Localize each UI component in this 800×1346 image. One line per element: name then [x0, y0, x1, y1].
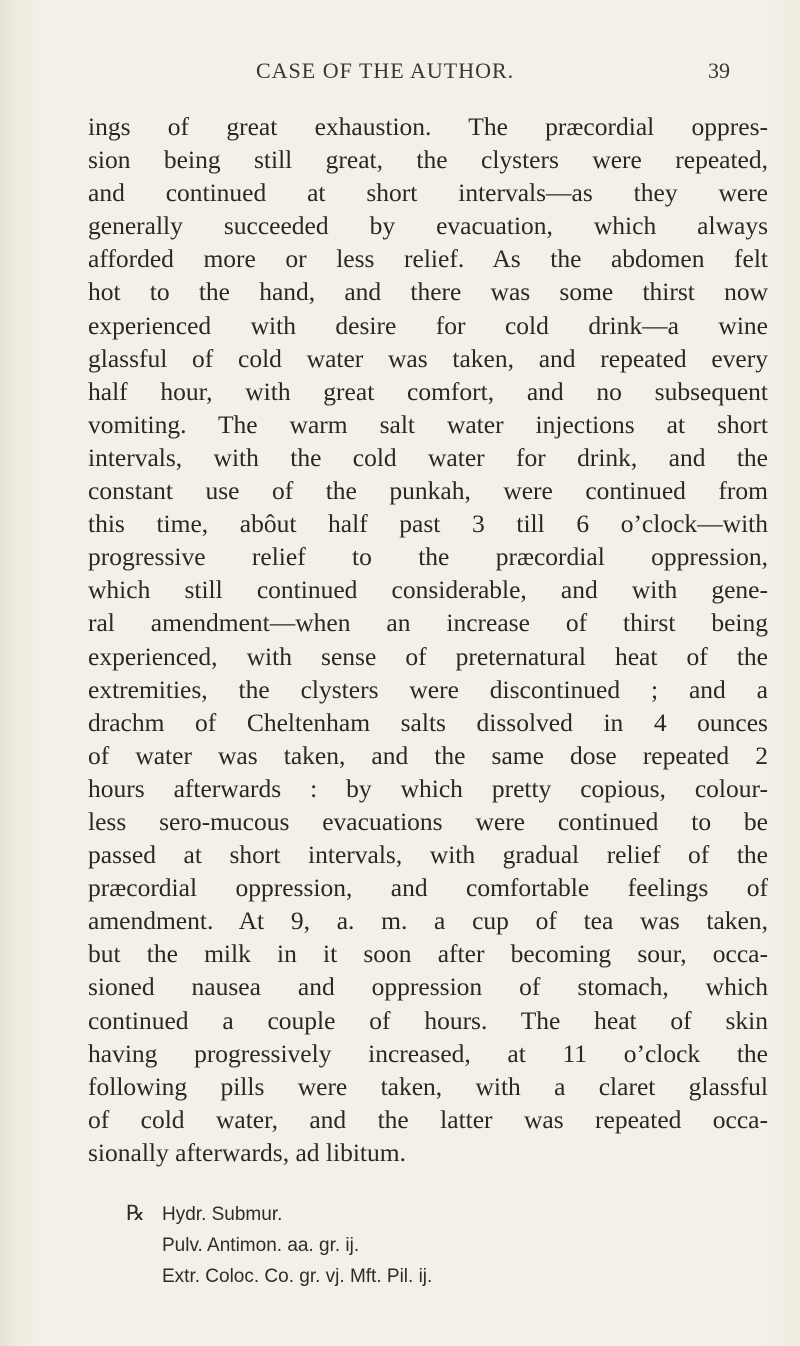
prescription-line: Pulv. Antimon. aa. gr. ij.: [162, 1235, 360, 1256]
prescription-block: [126, 1198, 432, 1292]
text-line: afforded more or less relief. As the abdomen felt: [88, 244, 768, 274]
text-line: intervals, with the cold water for drink, and the: [88, 442, 768, 472]
text-line: of cold water, and the latter was repeated occa-: [88, 1104, 768, 1134]
text-line: experienced with desire for cold drink—a wine: [88, 310, 768, 340]
running-head: [0, 58, 800, 88]
prescription-line: [126, 1198, 432, 1230]
text-line: drachm of Cheltenham salts dissolved in 4 ounces: [88, 707, 768, 737]
text-line: sion being still great, the clysters were repeated,: [88, 145, 768, 175]
prescription-line: Extr. Coloc. Co. gr. vj. Mft. Pil. ij.: [162, 1266, 433, 1287]
text-line: but the milk in it soon after becoming sour, occa-: [88, 939, 768, 969]
text-line: constant use of the punkah, were continued from: [88, 476, 768, 506]
text-line: præcordial oppression, and comfortable feelings of: [88, 873, 768, 903]
running-title: CASE OF THE AUTHOR.: [256, 58, 515, 83]
text-line: hot to the hand, and there was some thirst now: [88, 277, 768, 307]
text-line: progressive relief to the præcordial oppression,: [88, 542, 768, 572]
body-paragraph: [88, 110, 768, 1169]
text-line: glassful of cold water was taken, and repeated every: [88, 343, 768, 373]
text-line: half hour, with great comfort, and no subsequent: [88, 376, 768, 406]
text-line: vomiting. The warm salt water injections at short: [88, 409, 768, 439]
text-line: generally succeeded by evacuation, which always: [88, 211, 768, 241]
text-line: ings of great exhaustion. The præcordial oppres-: [88, 112, 768, 141]
text-line: passed at short intervals, with gradual relief of the: [88, 840, 768, 870]
text-line: following pills were taken, with a claret glassful: [88, 1071, 768, 1101]
text-line: of water was taken, and the same dose repeated 2: [88, 740, 768, 770]
text-line: and continued at short intervals—as they were: [88, 178, 768, 208]
text-line: amendment. At 9, a. m. a cup of tea was taken,: [88, 906, 768, 936]
text-line: less sero-mucous evacuations were continued to be: [88, 806, 768, 836]
text-line: hours afterwards : by which pretty copious, colour-: [88, 773, 768, 803]
text-line: this time, abôut half past 3 till 6 o’clock—with: [88, 509, 768, 539]
page-number: 39: [708, 58, 730, 83]
text-line: experienced, with sense of preternatural heat of the: [88, 641, 768, 671]
text-line: ral amendment—when an increase of thirst being: [88, 608, 768, 638]
text-line: having progressively increased, at 11 o’clock the: [88, 1038, 768, 1068]
recipe-symbol: ℞: [126, 1201, 145, 1225]
text-line: extremities, the clysters were discontinued ; and a: [88, 674, 768, 704]
text-line: sionally afterwards, ad libitum.: [88, 1137, 406, 1167]
text-line: which still continued considerable, and with gene-: [88, 575, 768, 605]
text-line: continued a couple of hours. The heat of skin: [88, 1005, 768, 1035]
text-line: sioned nausea and oppression of stomach, which: [88, 972, 768, 1002]
prescription-ingredient: Hydr. Submur.: [162, 1204, 283, 1225]
